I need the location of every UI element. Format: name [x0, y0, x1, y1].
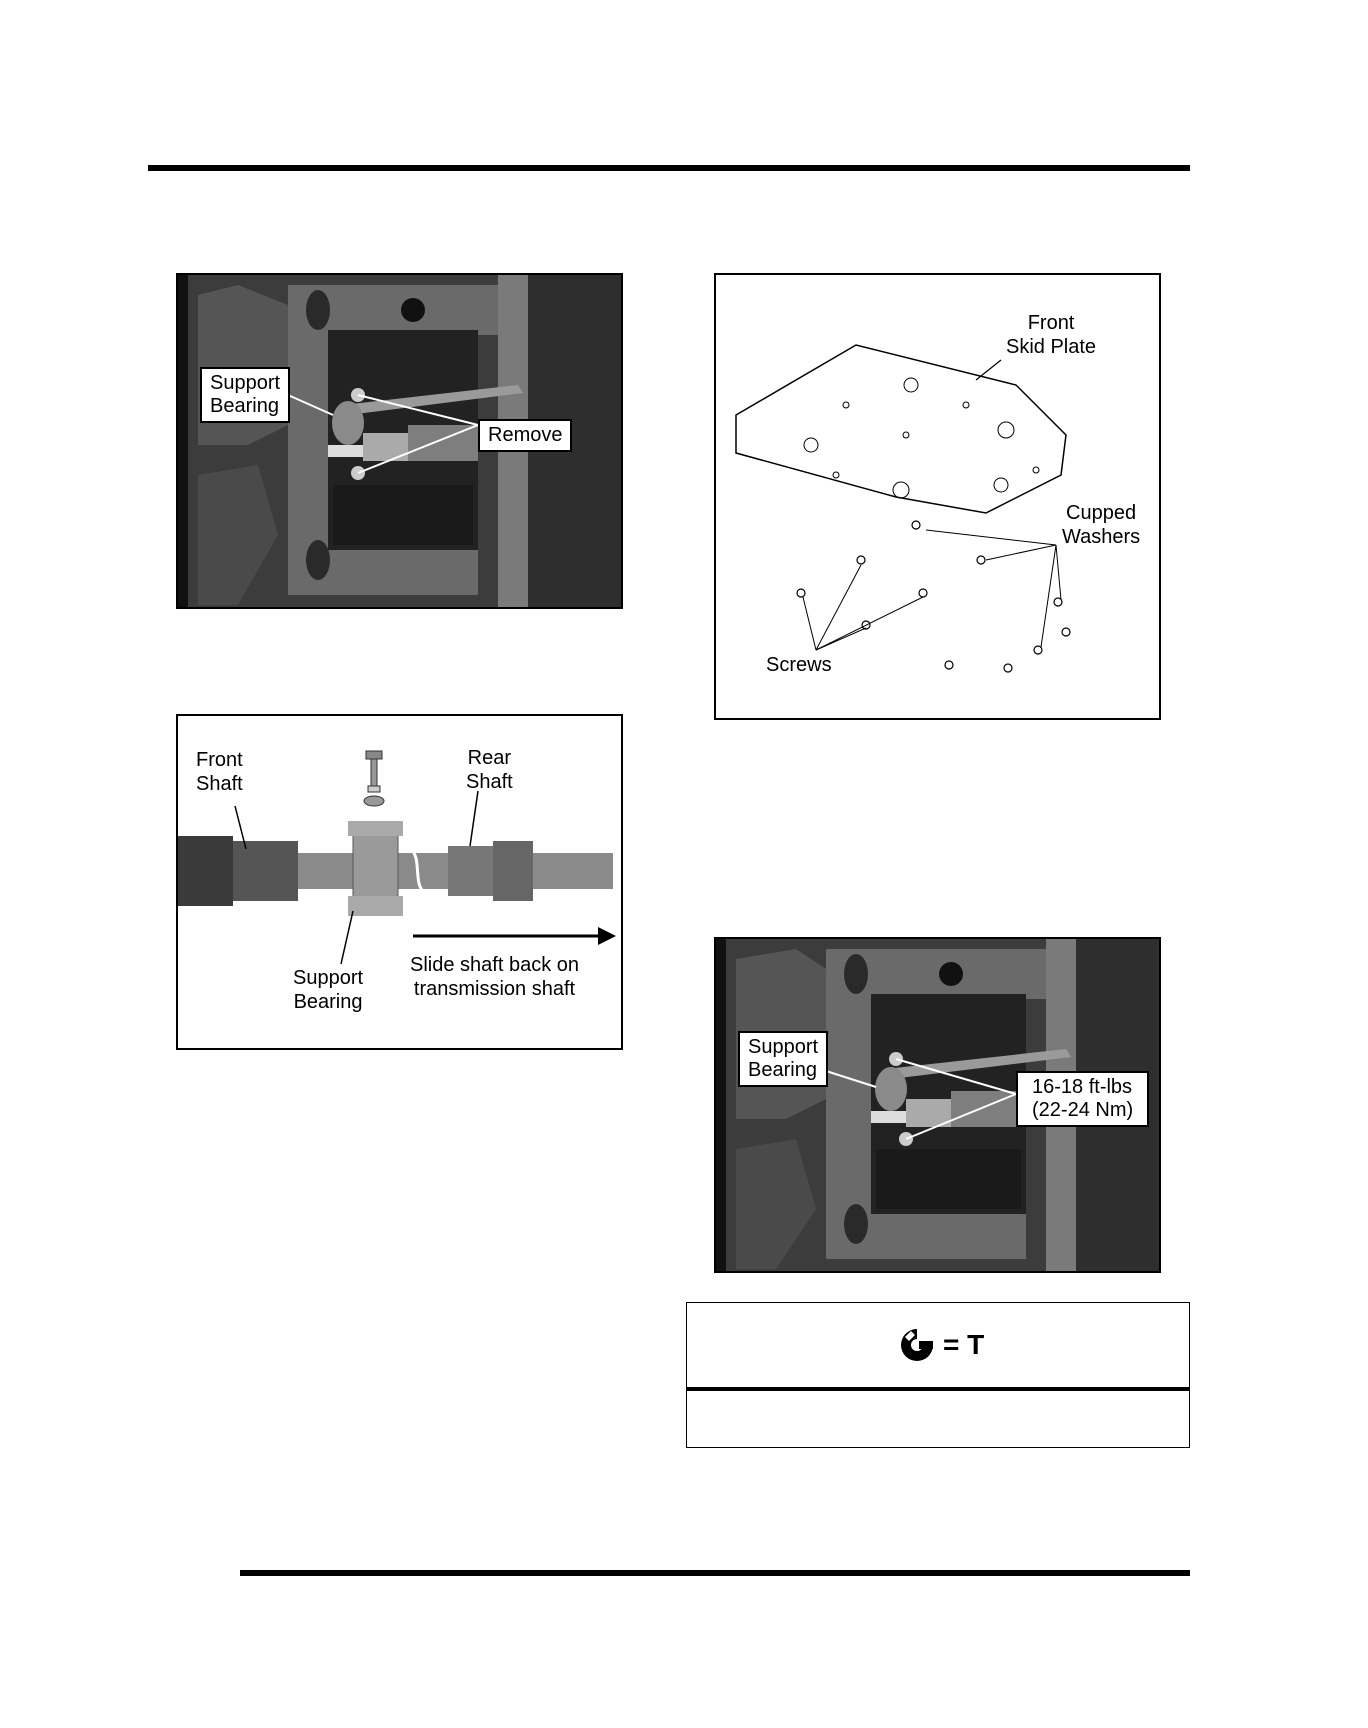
callout-torque-bearing-line1: Support [748, 1036, 819, 1058]
label-screws [766, 653, 832, 677]
label-slide-line1: Slide shaft back on [410, 954, 579, 976]
diagram-front-skid-plate [714, 273, 1161, 720]
callout-remove-text: Remove [488, 424, 563, 446]
label-rear-shaft-line2: Shaft [466, 771, 513, 793]
photo-support-bearing-remove [176, 273, 623, 609]
label-front-shaft [196, 748, 243, 796]
label-washers-line2: Washers [1062, 526, 1141, 548]
torque-table-body [687, 1391, 1189, 1449]
label-washers-line1: Cupped [1066, 502, 1137, 524]
torque-table-header [687, 1303, 1189, 1387]
callout-bearing-line2: Bearing [210, 395, 279, 417]
label-front-skid-line1: Front [1027, 312, 1075, 334]
label-shaft-support-bearing [293, 966, 363, 1014]
diagram-front-rear-shaft [176, 714, 623, 1050]
label-cupped-washers [1062, 501, 1140, 549]
label-slide-shaft [410, 953, 579, 1001]
callout-support-bearing [200, 367, 290, 423]
label-front-shaft-line1: Front [196, 749, 243, 771]
label-front-skid-plate [1006, 311, 1096, 359]
label-screws-text: Screws [766, 654, 832, 676]
callout-bearing-line1: Support [210, 372, 281, 394]
torque-table [686, 1302, 1190, 1448]
label-shaft-bearing-line1: Support [293, 967, 364, 989]
label-front-shaft-line2: Shaft [196, 773, 243, 795]
label-front-skid-line2: Skid Plate [1006, 336, 1097, 358]
callout-torque-bearing-line2: Bearing [748, 1059, 817, 1081]
photo-support-bearing-torque [714, 937, 1161, 1273]
callout-torque-value [1016, 1071, 1149, 1127]
callout-torque-support-bearing [738, 1031, 828, 1087]
label-rear-shaft-line1: Rear [467, 747, 512, 769]
label-slide-line2: transmission shaft [413, 978, 576, 1000]
label-shaft-bearing-line2: Bearing [293, 991, 363, 1013]
callout-torque-line1: 16-18 ft-lbs [1032, 1076, 1133, 1098]
torque-equals-text: = T [943, 1329, 985, 1360]
callout-torque-line2: (22-24 Nm) [1032, 1099, 1134, 1121]
callout-remove [478, 419, 572, 452]
label-rear-shaft [466, 746, 513, 794]
header-rule [148, 165, 1190, 171]
footer-rule [240, 1570, 1190, 1576]
torque-wrench-icon [899, 1327, 935, 1363]
